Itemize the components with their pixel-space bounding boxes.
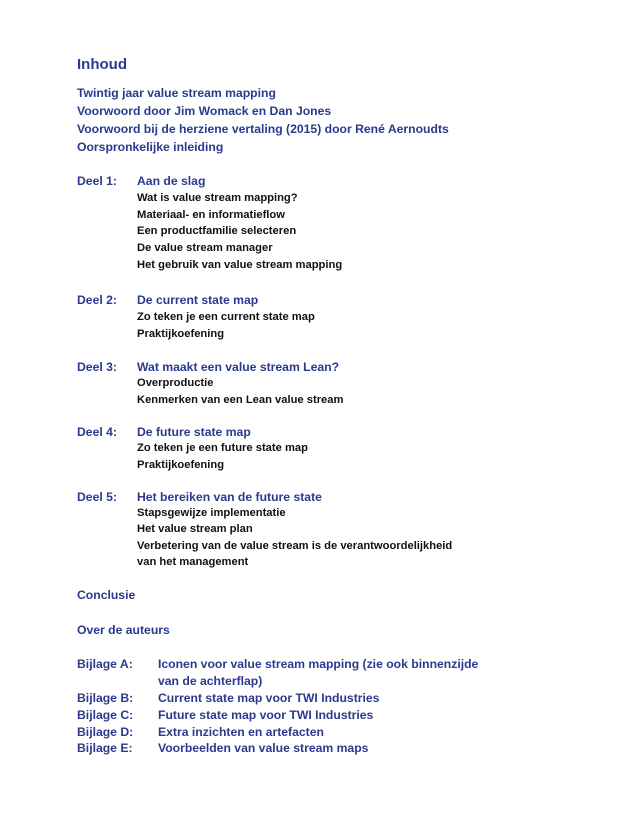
part-2-item: Zo teken je een current state map: [137, 311, 315, 323]
part-1-item: Materiaal- en informatieflow: [137, 209, 285, 221]
appendix-e-label: Bijlage E:: [77, 741, 133, 755]
toc-entry-intro-3: Voorwoord bij de herziene vertaling (2015) door René Aernoudts: [77, 122, 449, 136]
part-3-item: Kenmerken van een Lean value stream: [137, 394, 344, 406]
appendix-b-label: Bijlage B:: [77, 691, 134, 705]
part-5-item: Verbetering van de value stream is de verantwoordelijkheid: [137, 540, 453, 552]
appendix-c-label: Bijlage C:: [77, 708, 134, 722]
part-5-item: Stapsgewijze implementatie: [137, 507, 286, 519]
appendix-a-title-cont: van de achterflap): [158, 674, 263, 688]
toc-entry-intro-4: Oorspronkelijke inleiding: [77, 140, 224, 154]
part-1-item: Wat is value stream mapping?: [137, 192, 298, 204]
part-4-label: Deel 4:: [77, 425, 117, 439]
appendix-a-title: Iconen voor value stream mapping (zie ook binnenzijde: [158, 657, 479, 671]
part-1-item: De value stream manager: [137, 242, 273, 254]
part-1-label: Deel 1:: [77, 174, 117, 188]
appendix-d-title: Extra inzichten en artefacten: [158, 725, 324, 739]
part-1-item: Het gebruik van value stream mapping: [137, 259, 343, 271]
toc-entry-conclusion: Conclusie: [77, 588, 136, 602]
appendix-d-label: Bijlage D:: [77, 725, 134, 739]
part-4-title: De future state map: [137, 425, 251, 439]
part-1-item: Een productfamilie selecteren: [137, 225, 297, 237]
part-2-item: Praktijkoefening: [137, 328, 225, 340]
part-3-title: Wat maakt een value stream Lean?: [137, 360, 340, 374]
appendix-e-title: Voorbeelden van value stream maps: [158, 741, 369, 755]
part-3-item: Overproductie: [137, 377, 214, 389]
part-4-item: Praktijkoefening: [137, 459, 225, 471]
toc-entry-intro-1: Twintig jaar value stream mapping: [77, 86, 276, 100]
part-5-item: Het value stream plan: [137, 523, 253, 535]
appendix-c-title: Future state map voor TWI Industries: [158, 708, 374, 722]
part-2-label: Deel 2:: [77, 293, 117, 307]
part-2-title: De current state map: [137, 293, 259, 307]
toc-entry-intro-2: Voorwoord door Jim Womack en Dan Jones: [77, 104, 332, 118]
page-title: Inhoud: [77, 56, 127, 73]
part-3-label: Deel 3:: [77, 360, 117, 374]
part-4-item: Zo teken je een future state map: [137, 442, 308, 454]
toc-entry-authors: Over de auteurs: [77, 623, 170, 637]
part-5-item: van het management: [137, 556, 249, 568]
part-5-title: Het bereiken van de future state: [137, 490, 322, 504]
appendix-b-title: Current state map voor TWI Industries: [158, 691, 380, 705]
part-1-title: Aan de slag: [137, 174, 206, 188]
appendix-a-label: Bijlage A:: [77, 657, 133, 671]
part-5-label: Deel 5:: [77, 490, 117, 504]
